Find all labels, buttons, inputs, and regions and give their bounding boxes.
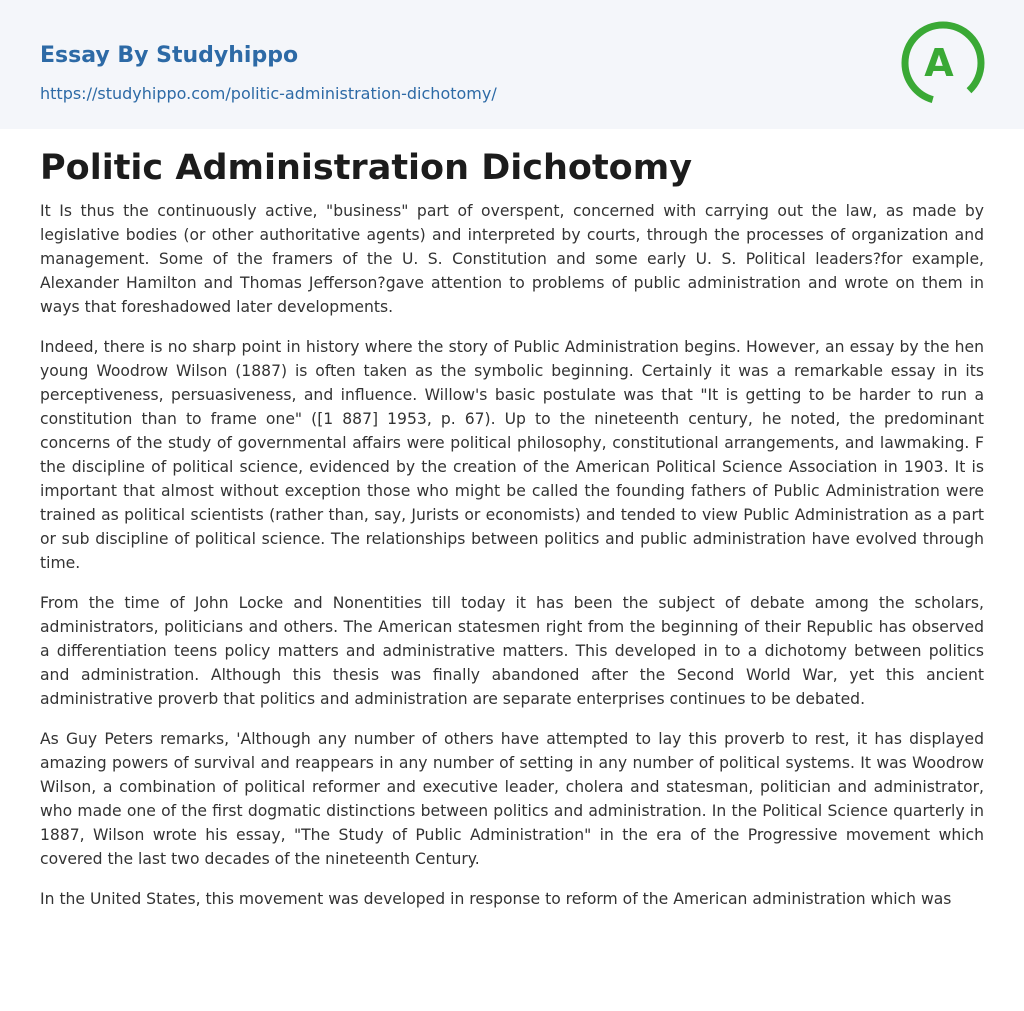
paragraph: In the United States, this movement was developed in response to reform of the American administration which was [40,890,952,908]
paragraph: Indeed, there is no sharp point in history where the story of Public Administration begins. However, an essay by the hen young Woodrow Wilson (1887) is often taken as the symbolic beginning. Certainly it was a remarkable essay in its perceptiveness, persuasiveness, and influence. Willow's basic postulate was that "It is getting to be harder to run a constitution than to frame one" ([1 887] 1953, p. 67). Up to the nineteenth century, he noted, the predominant concerns of the study of governmental affairs were political philosophy, constitutional arrangements, and lawmaking. F the discipline of political science, evidenced by the creation of the American Political Science Association in 1903. It is important that almost without exception those who might be called the founding fathers of Public Administration were trained as political scientists (rather than, say, Jurists or economists) and tended to view Public Administration as a part or sub discipline of political science. The relationships between politics and public administration have evolved through time. [40,338,984,572]
paragraph: As Guy Peters remarks, 'Although any number of others have attempted to lay this proverb to rest, it has displayed amazing powers of survival and reappears in any number of setting in any number of political systems. It was Woodrow Wilson, a combination of political reformer and executive leader, cholera and statesman, politician and administrator, who made one of the first dogmatic distinctions between politics and administration. In the Political Science quarterly in 1887, Wilson wrote his essay, "The Study of Public Administration" in the era of the Progressive movement which covered the last two decades of the nineteenth Century. [40,730,984,868]
brand-title[interactable]: Essay By Studyhippo [40,43,299,68]
page-title: Politic Administration Dichotomy [40,148,693,188]
essay-url-link[interactable]: https://studyhippo.com/politic-administration-dichotomy/ [40,84,497,103]
paragraph: It Is thus the continuously active, "business" part of overspent, concerned with carrying out the law, as made by legislative bodies (or other authoritative agents) and interpreted by courts, through the processes of organization and management. Some of the framers of the U. S. Constitution and some early U. S. Political leaders?for example, Alexander Hamilton and Thomas Jefferson?gave attention to problems of public administration and wrote on them in ways that foreshadowed later developments. [40,202,984,316]
logo-letter: A [924,41,954,85]
paragraph: From the time of John Locke and Nonentities till today it has been the subject of debate among the scholars, administrators, politicians and others. The American statesmen right from the beginning of their Republic has observed a differentiation teens policy matters and administrative matters. This developed in to a dichotomy between politics and administration. Although this thesis was finally abandoned after the Second World War, yet this ancient administrative proverb that politics and administration are separate enterprises continues to be debated. [40,594,984,708]
